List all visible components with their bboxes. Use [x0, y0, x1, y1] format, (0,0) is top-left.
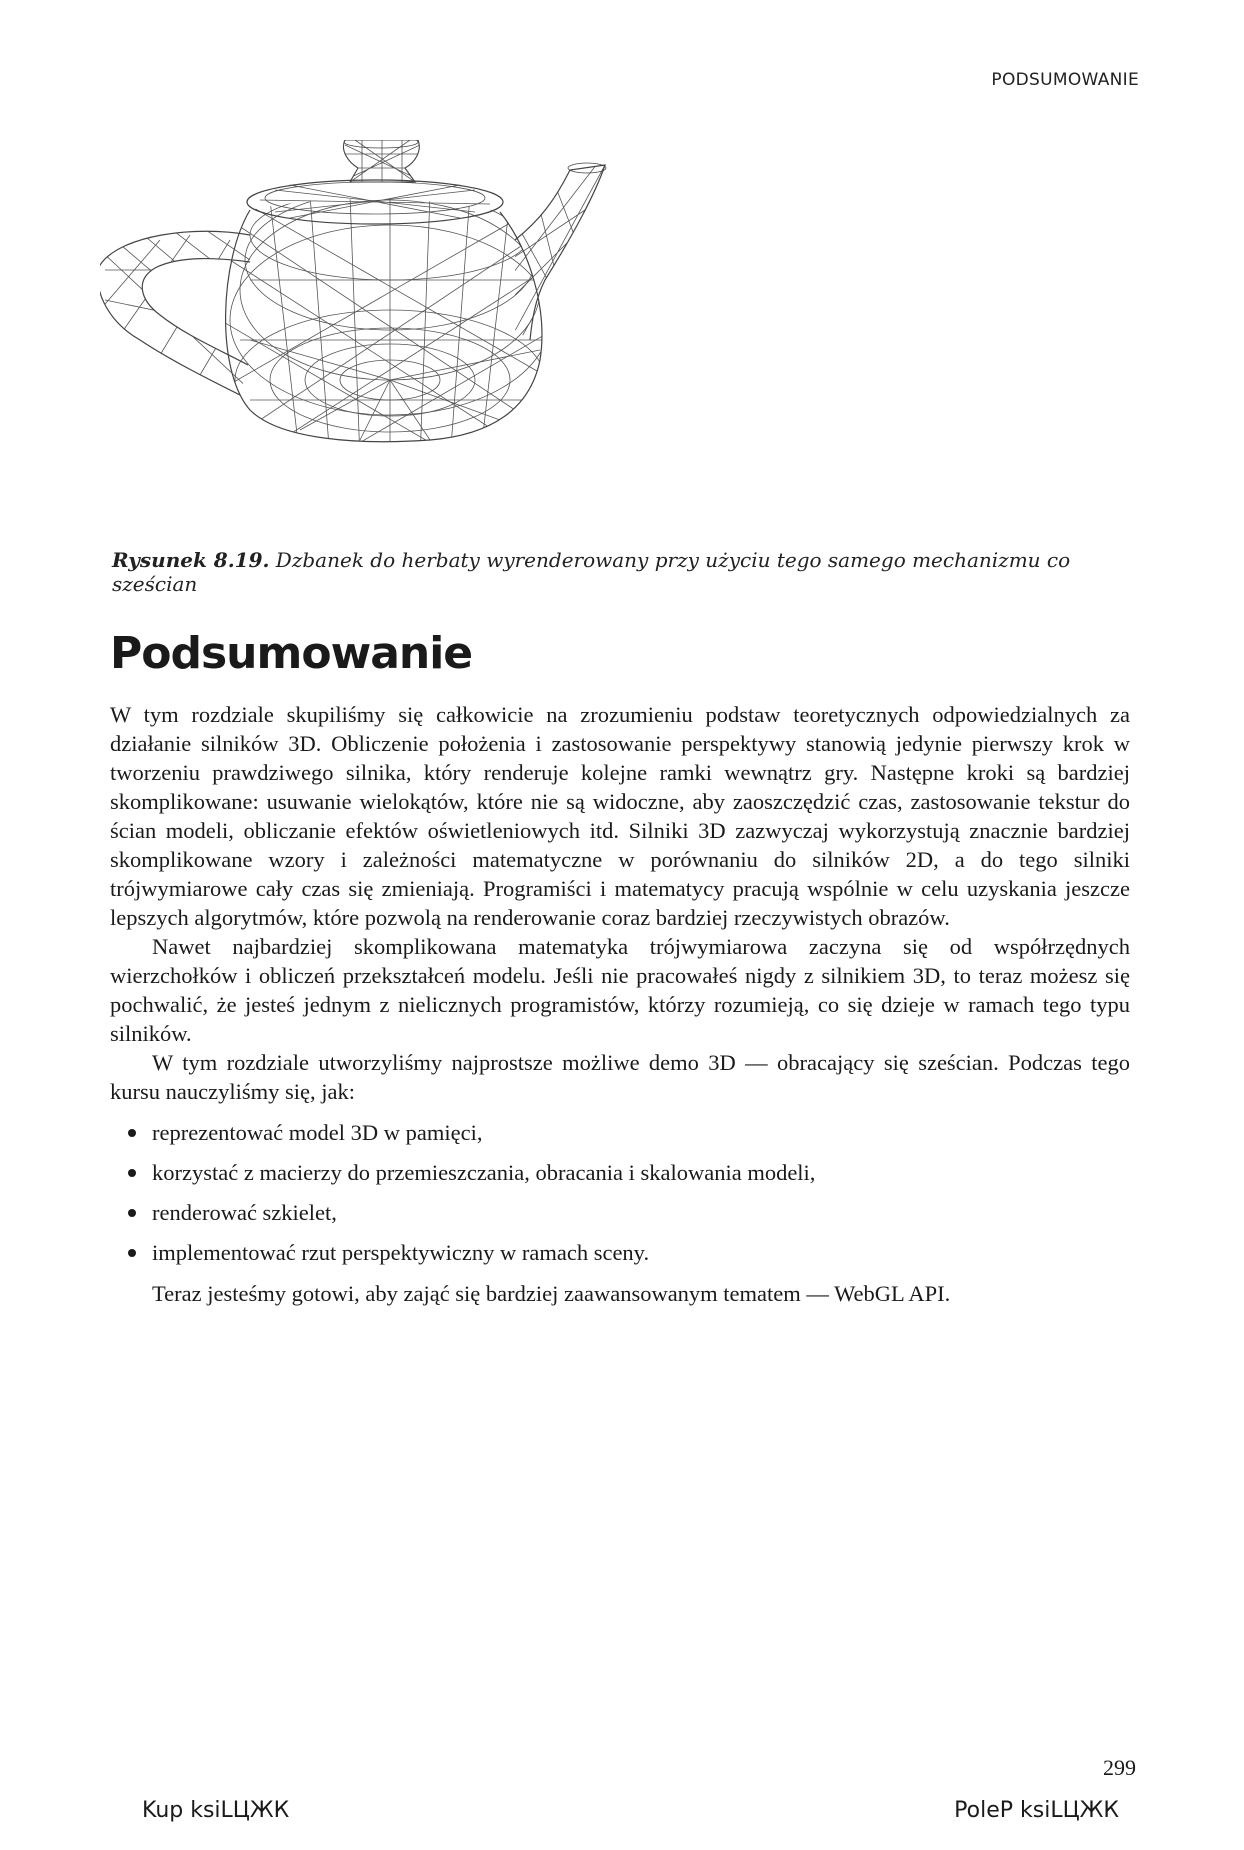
- bullet-dot-icon: [128, 1169, 136, 1177]
- teapot-wireframe-image: [100, 140, 720, 530]
- bullet-text: implementować rzut perspektywiczny w ramach sceny.: [152, 1240, 650, 1265]
- figure-caption: [112, 548, 1132, 596]
- section-title: Podsumowanie: [110, 628, 473, 679]
- bullet-text: renderować szkielet,: [152, 1200, 337, 1225]
- paragraph-1: W tym rozdziale skupiliśmy się całkowicie na zrozumieniu podstaw teoretycznych odpowiedzialnych za działanie silników 3D. Obliczenie położenia i zastosowanie perspektywy stanowią jedynie pierwszy krok w tworzeniu prawdziwego silnika, który renderuje kolejne ramki wewnątrz gry. Następne kroki są bardziej skomplikowane: usuwanie wielokątów, które nie są widoczne, aby zaoszczędzić czas, zastosowanie tekstur do ścian modeli, obliczanie efektów oświetleniowych itd. Silniki 3D zazwyczaj wykorzystują znacznie bardziej skomplikowane wzory i zależności matematyczne w porównaniu do silników 2D, a do tego silniki trójwymiarowe cały czas się zmieniają. Programiści i matematycy pracują wspólnie w celu uzyskania jeszcze lepszych algorytmów, które pozwolą na renderowanie coraz bardziej rzeczywistych obrazów.: [110, 702, 1130, 930]
- bullet-item: [110, 1118, 1130, 1147]
- bullet-text: korzystać z macierzy do przemieszczania, obracania i skalowania modeli,: [152, 1160, 816, 1185]
- running-header: PODSUMOWANIE: [991, 70, 1139, 90]
- bullet-item: [110, 1198, 1130, 1227]
- bullet-dot-icon: [128, 1249, 136, 1257]
- bullet-dot-icon: [128, 1209, 136, 1217]
- bullet-item: [110, 1238, 1130, 1267]
- body-text: [110, 700, 1130, 1308]
- bullet-item: [110, 1158, 1130, 1187]
- figure-label: Rysunek 8.19.: [112, 548, 270, 572]
- page-number: 299: [1103, 1755, 1136, 1780]
- footer-recommend-link[interactable]: PoleP ksiLЦЖК: [954, 1798, 1119, 1823]
- figure-caption-text: Dzbanek do herbaty wyrenderowany przy użyciu tego samego mechanizmu co sześcian: [112, 548, 1071, 596]
- paragraph-2: Nawet najbardziej skomplikowana matematyka trójwymiarowa zaczyna się od współrzędnych wierzchołków i obliczeń przekształceń modelu. Jeśli nie pracowałeś nigdy z silnikiem 3D, to teraz możesz się pochwalić, że jesteś jednym z nielicznych programistów, którzy rozumieją, co się dzieje w ramach tego typu silników.: [110, 934, 1130, 1046]
- teapot-wireframe-figure: [100, 140, 720, 530]
- paragraph-3: W tym rozdziale utworzyliśmy najprostsze możliwe demo 3D — obracający się sześcian. Podczas tego kursu nauczyliśmy się, jak:: [110, 1050, 1130, 1104]
- paragraph-4: Teraz jesteśmy gotowi, aby zająć się bardziej zaawansowanym tematem — WebGL API.: [152, 1281, 951, 1306]
- bullet-dot-icon: [128, 1129, 136, 1137]
- footer-buy-link[interactable]: Kup ksiLЦЖК: [142, 1798, 290, 1823]
- bullet-text: reprezentować model 3D w pamięci,: [152, 1120, 483, 1145]
- bullet-list: [110, 1118, 1130, 1267]
